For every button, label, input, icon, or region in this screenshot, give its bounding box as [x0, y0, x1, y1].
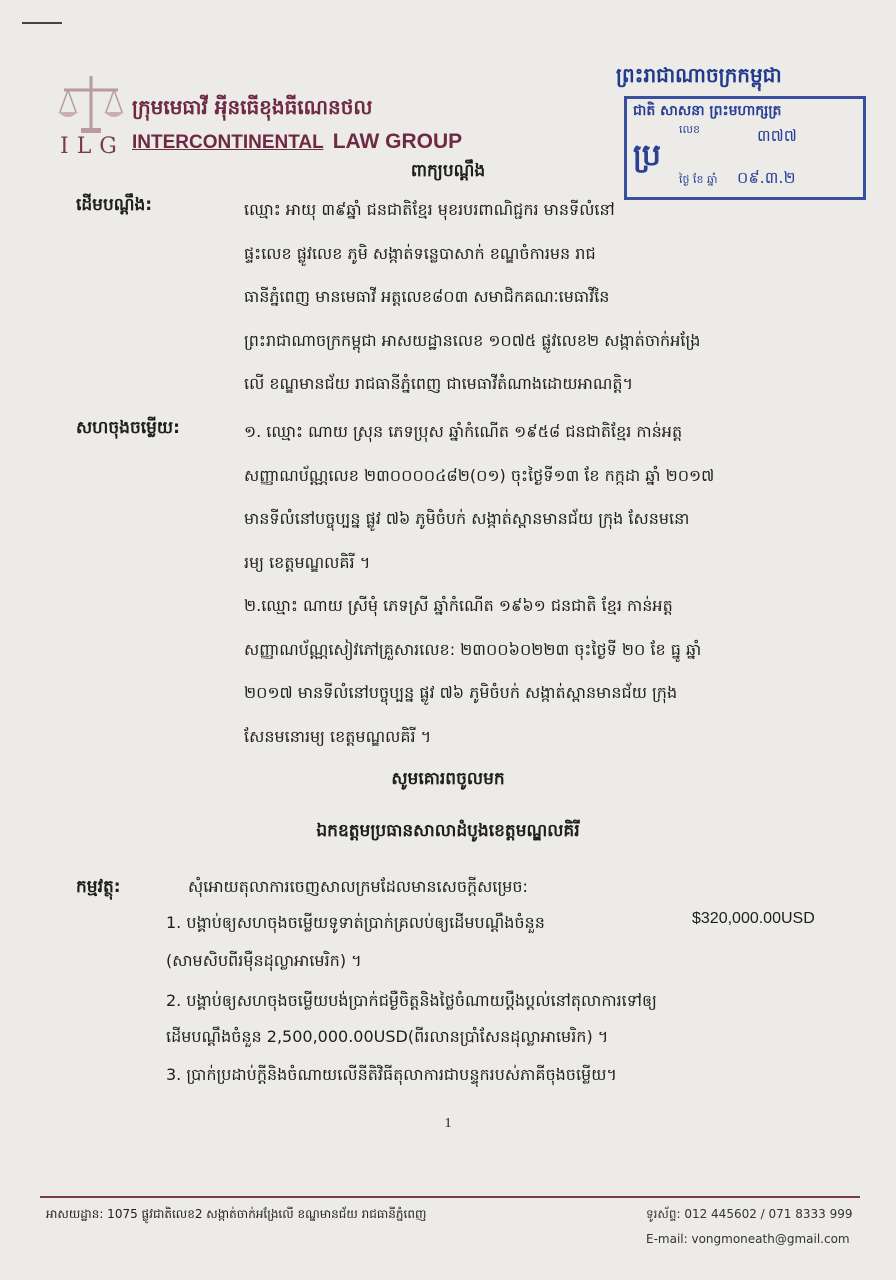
subject-label: កម្មវត្ថុ:: [76, 877, 121, 897]
firm-name-en-suffix: LAW GROUP: [332, 130, 463, 153]
plaintiff-paragraph: [244, 188, 844, 406]
footer-phone: ទូរស័ព្ទ: 012 445602 / 071 8333 999: [646, 1207, 853, 1221]
request-item-2: 2. បង្គាប់ឲ្យសហចុងចម្លើយបង់ប្រាក់ជម្ងឺចិត្តនិងថ្លៃចំណាយប្តឹងប្តល់នៅតុលាការទៅឲ្យ: [166, 991, 657, 1010]
request-item-1-continuation: (សាមសិបពីរម៉ឺនដុល្លាអាមេរិក) ។: [166, 951, 362, 970]
stamp-number-label: លេខ: [679, 123, 700, 136]
defendant-1-paragraph: [244, 410, 844, 584]
stamp-date: ០៩.៣.២: [737, 168, 796, 187]
footer-address: អាសយដ្ឋាន: 1075 ផ្លូវជាតិលេខ2 សង្កាត់ចាក់អង្រែលើ ខណ្ឌមានជ័យ រាជធានីភ្នំពេញ: [46, 1207, 427, 1221]
request-item-1-amount: $320,000.00USD: [692, 910, 815, 927]
addressee-court: ឯកឧត្តមប្រធានសាលាដំបូងខេត្តមណ្ឌលគិរី: [316, 821, 580, 841]
stamp-number: ៣៧៧: [757, 126, 797, 145]
defendant-1-line: ១. ឈ្មោះ ណាយ ស្រុន ភេទប្រុស ឆ្នាំកំណើត ១៩៥៨ ជនជាតិខ្មែរ កាន់អត្ត: [244, 422, 683, 441]
logo-initials: ILG: [60, 134, 125, 159]
plaintiff-line: ធានីភ្នំពេញ មានមេធាវី អត្តលេខ៨០៣ សមាជិកគណៈមេធាវីនៃ: [244, 287, 610, 306]
defendant-2-line: ២០១៧ មានទីលំនៅបច្ចុប្បន្ន ផ្លូវ ៧៦ ភូមិចំបក់ សង្កាត់ស្ពានមានជ័យ ក្រុង: [244, 683, 678, 702]
request-item-1: 1. បង្គាប់ឲ្យសហចុងចម្លើយទូទាត់ប្រាក់គ្រលប់ឲ្យដើមបណ្តឹងចំនួន: [166, 913, 545, 932]
firm-name-khmer: ក្រុមមេធាវី អុីនធើខុងធីណេនថល: [132, 95, 373, 119]
plaintiff-line: លើ ខណ្ឌមានជ័យ រាជធានីភ្នំពេញ ជាមេធាវីតំណាងដោយអាណត្តិ។: [244, 374, 634, 393]
plaintiff-line: ផ្ទះលេខ ផ្លូវលេខ ភូមិ សង្កាត់ទន្លេបាសាក់ ខណ្ឌចំការមន រាជ: [244, 243, 596, 263]
stamp-subheading: ជាតិ សាសនា ព្រះមហាក្សត្រ: [633, 103, 782, 119]
firm-name-english: [132, 130, 462, 154]
firm-name-en-prefix: INTERCONTINENTAL: [132, 132, 324, 153]
stamp-date-label: ថ្ងៃ ខែ ឆ្នាំ: [679, 173, 718, 186]
defendant-1-line: សញ្ញាណប័ណ្ណលេខ ២៣០០០០៤៨២(០១) ចុះថ្ងៃទី១៣ ខែ កក្កដា ឆ្នាំ ២០១៧: [244, 465, 715, 485]
plaintiff-label: ដើមបណ្តឹង:: [76, 195, 153, 215]
footer-divider: [40, 1196, 860, 1198]
defendant-2-line: ២.ឈ្មោះ ណាយ ស្រីមុំ ភេទស្រី ឆ្នាំកំណើត ១៩៦១ ជនជាតិ ខ្មែរ កាន់អត្ត: [244, 596, 673, 615]
defendant-2-paragraph: [244, 584, 844, 758]
request-item-2-continuation: ដើមបណ្តឹងចំនួន 2,500,000.00USD(ពីរលានប្រាំសែនដុល្លាអាមេរិក) ។: [166, 1027, 609, 1046]
footer-email: E-mail: vongmoneath@gmail.com: [646, 1232, 850, 1246]
subject-intro: សុំអោយតុលាការចេញសាលក្រមដែលមានសេចក្តីសម្រេច:: [188, 877, 528, 896]
defendant-label: សហចុងចម្លើយ:: [76, 418, 180, 438]
stamp-letter: ប្រ: [633, 138, 661, 173]
document-title: ពាក្យបណ្តឹង: [410, 161, 486, 181]
stamp-heading: ព្រះរាជាណាចក្រកម្ពុជា: [616, 63, 782, 87]
defendant-1-line: មានទីលំនៅបច្ចុប្បន្ន ផ្លូវ ៧៦ ភូមិចំបក់ សង្កាត់ស្ពានមានជ័យ ក្រុង សែនមនោ: [244, 509, 690, 528]
plaintiff-line: ឈ្មោះ អាយុ ៣៩ឆ្នាំ ជនជាតិខ្មែរ មុខរបរពាណិជ្ជករ មានទីលំនៅ: [244, 200, 615, 219]
request-item-3: 3. ប្រាក់ប្រដាប់ក្តីនិងចំណាយលើនីតិវិធីតុលាការជាបន្ទុករបស់ភាគីចុងចម្លើយ។: [166, 1065, 617, 1084]
addressee-salutation: សូមគោរពចូលមក: [391, 769, 505, 789]
plaintiff-line: ព្រះរាជាណាចក្រកម្ពុជា អាសយដ្ឋានលេខ ១០៧៥ ផ្លូវលេខ២ សង្កាត់ចាក់អង្រែ: [244, 330, 701, 350]
page-number: 1: [444, 1116, 452, 1131]
defendant-2-line: សែនមនោរម្យ ខេត្តមណ្ឌលគិរី ។: [244, 726, 432, 746]
defendant-2-line: សញ្ញាណប័ណ្ណសៀវភៅគ្រួសារលេខ: ២៣០០៦០២២៣ ចុះថ្ងៃទី ២០ ខែ ធ្នូ ឆ្នាំ: [244, 639, 702, 659]
defendant-1-line: រម្យ ខេត្តមណ្ឌលគិរី ។: [244, 552, 371, 572]
corner-mark: [22, 22, 62, 24]
